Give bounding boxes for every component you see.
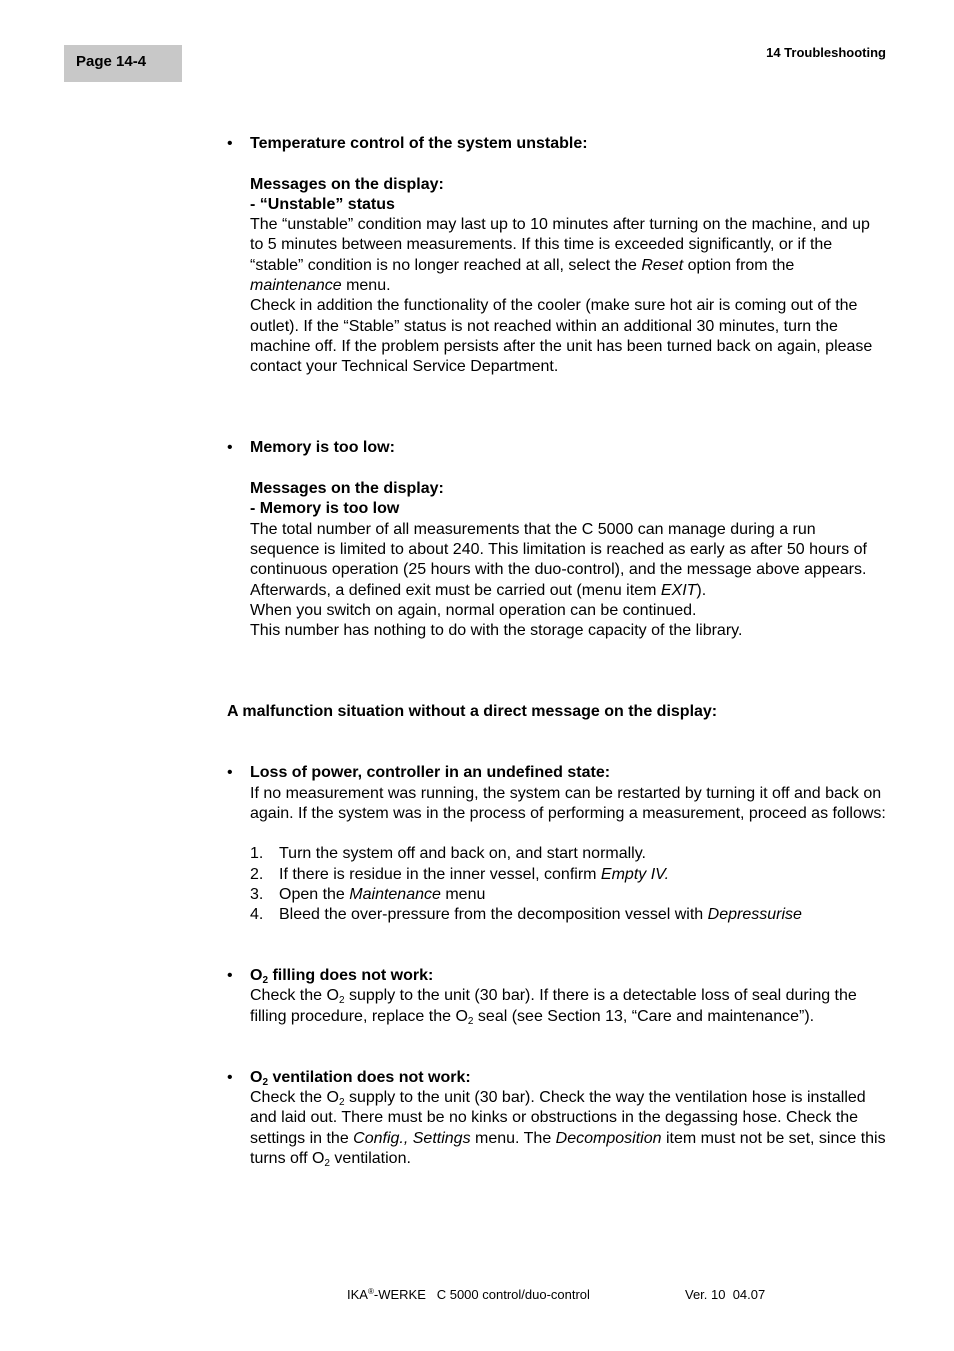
paragraph: If no measurement was running, the system can be restarted by turning it off and back on again. If the system was in the process of performing a measurement, proceed as follows:: [250, 784, 886, 822]
section-title: $O_2$ ventilation does not work:: [250, 1068, 471, 1088]
paragraph: The total number of all measurements that the C 5000 can manage during a run sequence is limited to about 240. This limitation is reached as early as after 50 hours of continuous operation (25 hours with the duo-control), and the message above appears. Afterwards, a defined exit must be carried out (menu item EXIT).: [250, 520, 867, 599]
footer-version: Ver. 10 04.07: [685, 1287, 766, 1302]
footer-product: IKA®-WERKE C 5000 control/duo-control: [347, 1287, 590, 1302]
page-number: Page 14-4: [76, 53, 147, 70]
messages-heading: Messages on the display:: [250, 175, 444, 193]
list-item: 3. Open the Maintenance menu: [250, 885, 486, 903]
list-item: 2. If there is residue in the inner vessel, confirm Empty IV.: [250, 865, 670, 883]
bullet: •: [227, 135, 233, 152]
paragraph: This number has nothing to do with the storage capacity of the library.: [250, 622, 743, 640]
section-o2-ventilation: [227, 1068, 887, 1169]
section-temperature-unstable: [227, 134, 887, 378]
bullet: •: [227, 1068, 233, 1086]
messages-heading: Messages on the display:: [250, 480, 444, 498]
paragraph: Check the $O_2$ supply to the unit (30 bar). If there is a detectable loss of seal during the filling procedure, replace the $O_2$ seal (see Section 13, “Care and maintenance”).: [250, 987, 857, 1027]
section-o2-filling: [227, 966, 887, 1027]
list-item: 4. Bleed the over-pressure from the decomposition vessel with Depressurise: [250, 906, 802, 924]
page-number-box: [64, 45, 182, 82]
chapter-title: 14 Troubleshooting: [766, 45, 886, 60]
paragraph: Check the $O_2$ supply to the unit (30 bar). Check the way the ventilation hose is installed and laid out. There must be no kinks or obstructions in the degassing hose. Check the settings in the Config., Settings menu. The Decomposition item must not be set, since this turns off $O_2$ ventilation.: [250, 1088, 886, 1169]
procedure-steps: [250, 844, 887, 925]
bullet: •: [227, 967, 233, 985]
list-item: 1. Turn the system off and back on, and start normally.: [250, 845, 646, 863]
paragraph: When you switch on again, normal operation can be continued.: [250, 601, 697, 619]
display-message: - “Unstable” status: [250, 195, 395, 213]
page-content: [227, 134, 887, 1169]
section-memory-low: [227, 438, 887, 641]
paragraph: The “unstable” condition may last up to 10 minutes after turning on the machine, and up to 5 minutes between measurements. If this time is exceeded significantly, or if the “stable” condition is no longer reached at all, select the Reset option from the maintenance menu.: [250, 216, 870, 295]
bullet: •: [227, 764, 233, 782]
section-title: Memory is too low:: [250, 439, 395, 457]
display-message: - Memory is too low: [250, 500, 400, 518]
section-title: Temperature control of the system unstable:: [250, 135, 588, 152]
section-loss-of-power: [227, 763, 887, 925]
bullet: •: [227, 439, 233, 457]
paragraph: Check in addition the functionality of the cooler (make sure hot air is coming out of the outlet). If the “Stable” status is not reached within an additional 30 minutes, turn the machine off. If the problem persists after the unit has been turned back on again, please contact your Technical Service Department.: [250, 297, 873, 376]
malfunction-heading: A malfunction situation without a direct message on the display:: [227, 703, 718, 721]
section-title: Loss of power, controller in an undefined state:: [250, 764, 611, 782]
section-title: $O_2$ filling does not work:: [250, 967, 434, 987]
